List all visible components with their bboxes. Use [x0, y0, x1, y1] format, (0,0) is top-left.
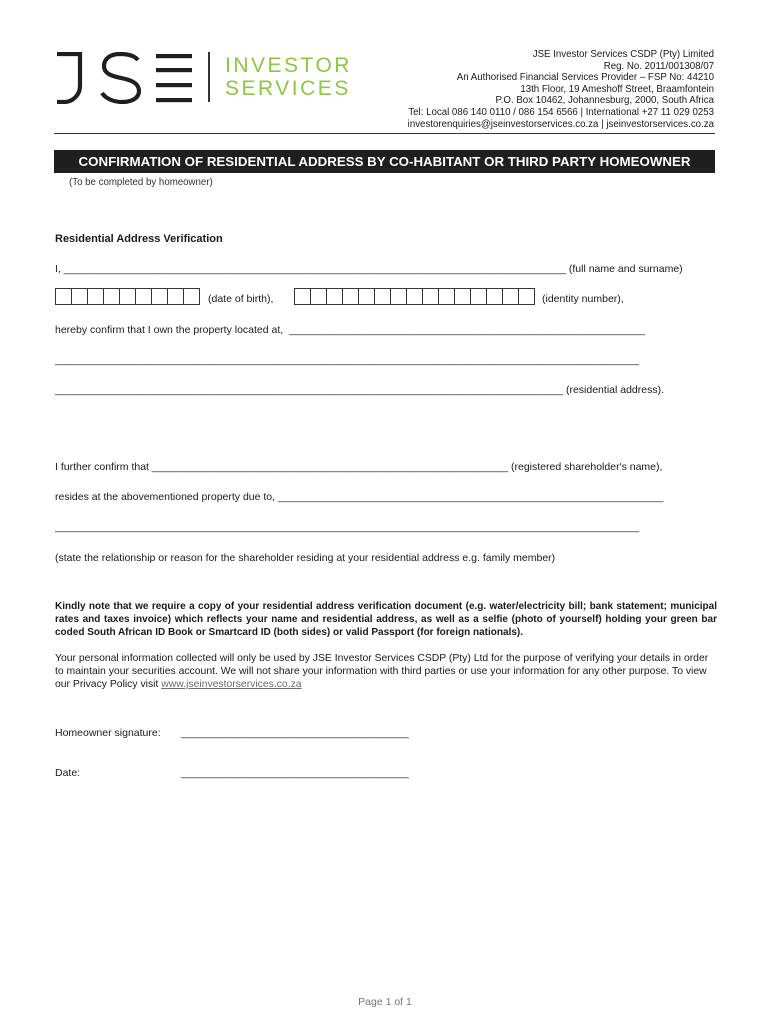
id-box[interactable] [471, 288, 487, 305]
dob-box[interactable] [168, 288, 184, 305]
id-box[interactable] [343, 288, 359, 305]
reason-line-field[interactable]: ____________________________________________________________________________________________________ [55, 521, 639, 533]
shareholder-name-field[interactable]: I further confirm that _____________________________________________________________ (registered shareholder's name), [55, 461, 663, 473]
id-box[interactable] [375, 288, 391, 305]
signature-field[interactable]: _______________________________________ [181, 727, 409, 739]
id-box[interactable] [423, 288, 439, 305]
company-fsp: An Authorised Financial Services Provider – FSP No: 44210 [456, 72, 714, 84]
privacy-policy-link[interactable]: www.jseinvestorservices.co.za [161, 679, 302, 690]
dob-box[interactable] [120, 288, 136, 305]
company-reg: Reg. No. 2011/001308/07 [603, 60, 714, 72]
logo-line-2: SERVICES [225, 77, 351, 100]
company-tel: Tel: Local 086 140 0110 / 086 154 6566 | International +27 11 029 0253 [408, 106, 714, 118]
residential-address-field[interactable]: _______________________________________________________________________________________ (residential address). [55, 384, 665, 396]
form-subtitle: (To be completed by homeowner) [69, 177, 213, 188]
company-address: 13th Floor, 19 Ameshoff Street, Braamfontein [520, 83, 714, 95]
signature-label: Homeowner signature: [55, 727, 161, 739]
id-box[interactable] [359, 288, 375, 305]
logo-wordmark [225, 54, 352, 100]
id-box[interactable] [407, 288, 423, 305]
dob-box[interactable] [152, 288, 168, 305]
jse-logo-icon [54, 52, 194, 104]
date-of-birth-label: (date of birth), [208, 293, 274, 305]
dob-box[interactable] [55, 288, 72, 305]
relationship-instruction: (state the relationship or reason for the shareholder residing at your residential address e.g. family member) [55, 552, 556, 564]
identity-number-boxes[interactable] [294, 288, 535, 305]
header-rule [54, 133, 715, 134]
company-name: JSE Investor Services CSDP (Pty) Limited [532, 49, 714, 60]
logo-divider [208, 52, 210, 102]
id-box[interactable] [455, 288, 471, 305]
dob-box[interactable] [72, 288, 88, 305]
form-title: CONFIRMATION OF RESIDENTIAL ADDRESS BY CO-HABITANT OR THIRD PARTY HOMEOWNER [54, 150, 715, 173]
company-details [408, 49, 714, 130]
date-label: Date: [55, 767, 81, 779]
logo-line-1: INVESTOR [225, 54, 352, 77]
document-requirement-note: Kindly note that we require a copy of your residential address verification document (e.g. water/electricity bill; bank statement; municipal rates and taxes invoice) which reflects your name and residential address, as well as a selfie (photo of yourself) holding your green bar coded South African ID Book or Smartcard ID (both sides) or valid Passport (for foreign nationals). [55, 601, 717, 638]
id-box[interactable] [327, 288, 343, 305]
property-location-field[interactable]: hereby confirm that I own the property located at, _____________________________________________________________ [55, 324, 646, 336]
company-po-box: P.O. Box 10462, Johannesburg, 2000, South Africa [495, 95, 714, 107]
id-box[interactable] [519, 288, 535, 305]
dob-box[interactable] [136, 288, 152, 305]
identity-number-label: (identity number), [542, 293, 624, 305]
id-box[interactable] [487, 288, 503, 305]
privacy-paragraph [55, 652, 717, 691]
id-box[interactable] [294, 288, 311, 305]
id-box[interactable] [311, 288, 327, 305]
date-field[interactable]: _______________________________________ [181, 767, 409, 779]
id-box[interactable] [503, 288, 519, 305]
dob-box[interactable] [88, 288, 104, 305]
section-heading: Residential Address Verification [55, 233, 223, 245]
date-of-birth-boxes[interactable] [55, 288, 200, 305]
id-box[interactable] [439, 288, 455, 305]
full-name-field[interactable]: I, ______________________________________________________________________________________ (full name and surname) [55, 263, 683, 275]
page-number: Page 1 of 1 [358, 996, 412, 1008]
id-box[interactable] [391, 288, 407, 305]
reason-field[interactable]: resides at the abovementioned property due to, __________________________________________________________________ [55, 491, 664, 503]
address-line-field[interactable]: ____________________________________________________________________________________________________ [55, 354, 639, 366]
privacy-text: Your personal information collected will only be used by JSE Investor Services CSDP (Pty) Ltd for the purpose of verifying your details in order to maintain your securities account. We will not share your information with third parties or use your information for any other purpose. To view our Privacy Policy visit [55, 653, 709, 690]
company-contact: investorenquiries@jseinvestorservices.co.za | jseinvestorservices.co.za [407, 118, 714, 130]
dob-box[interactable] [184, 288, 200, 305]
dob-box[interactable] [104, 288, 120, 305]
